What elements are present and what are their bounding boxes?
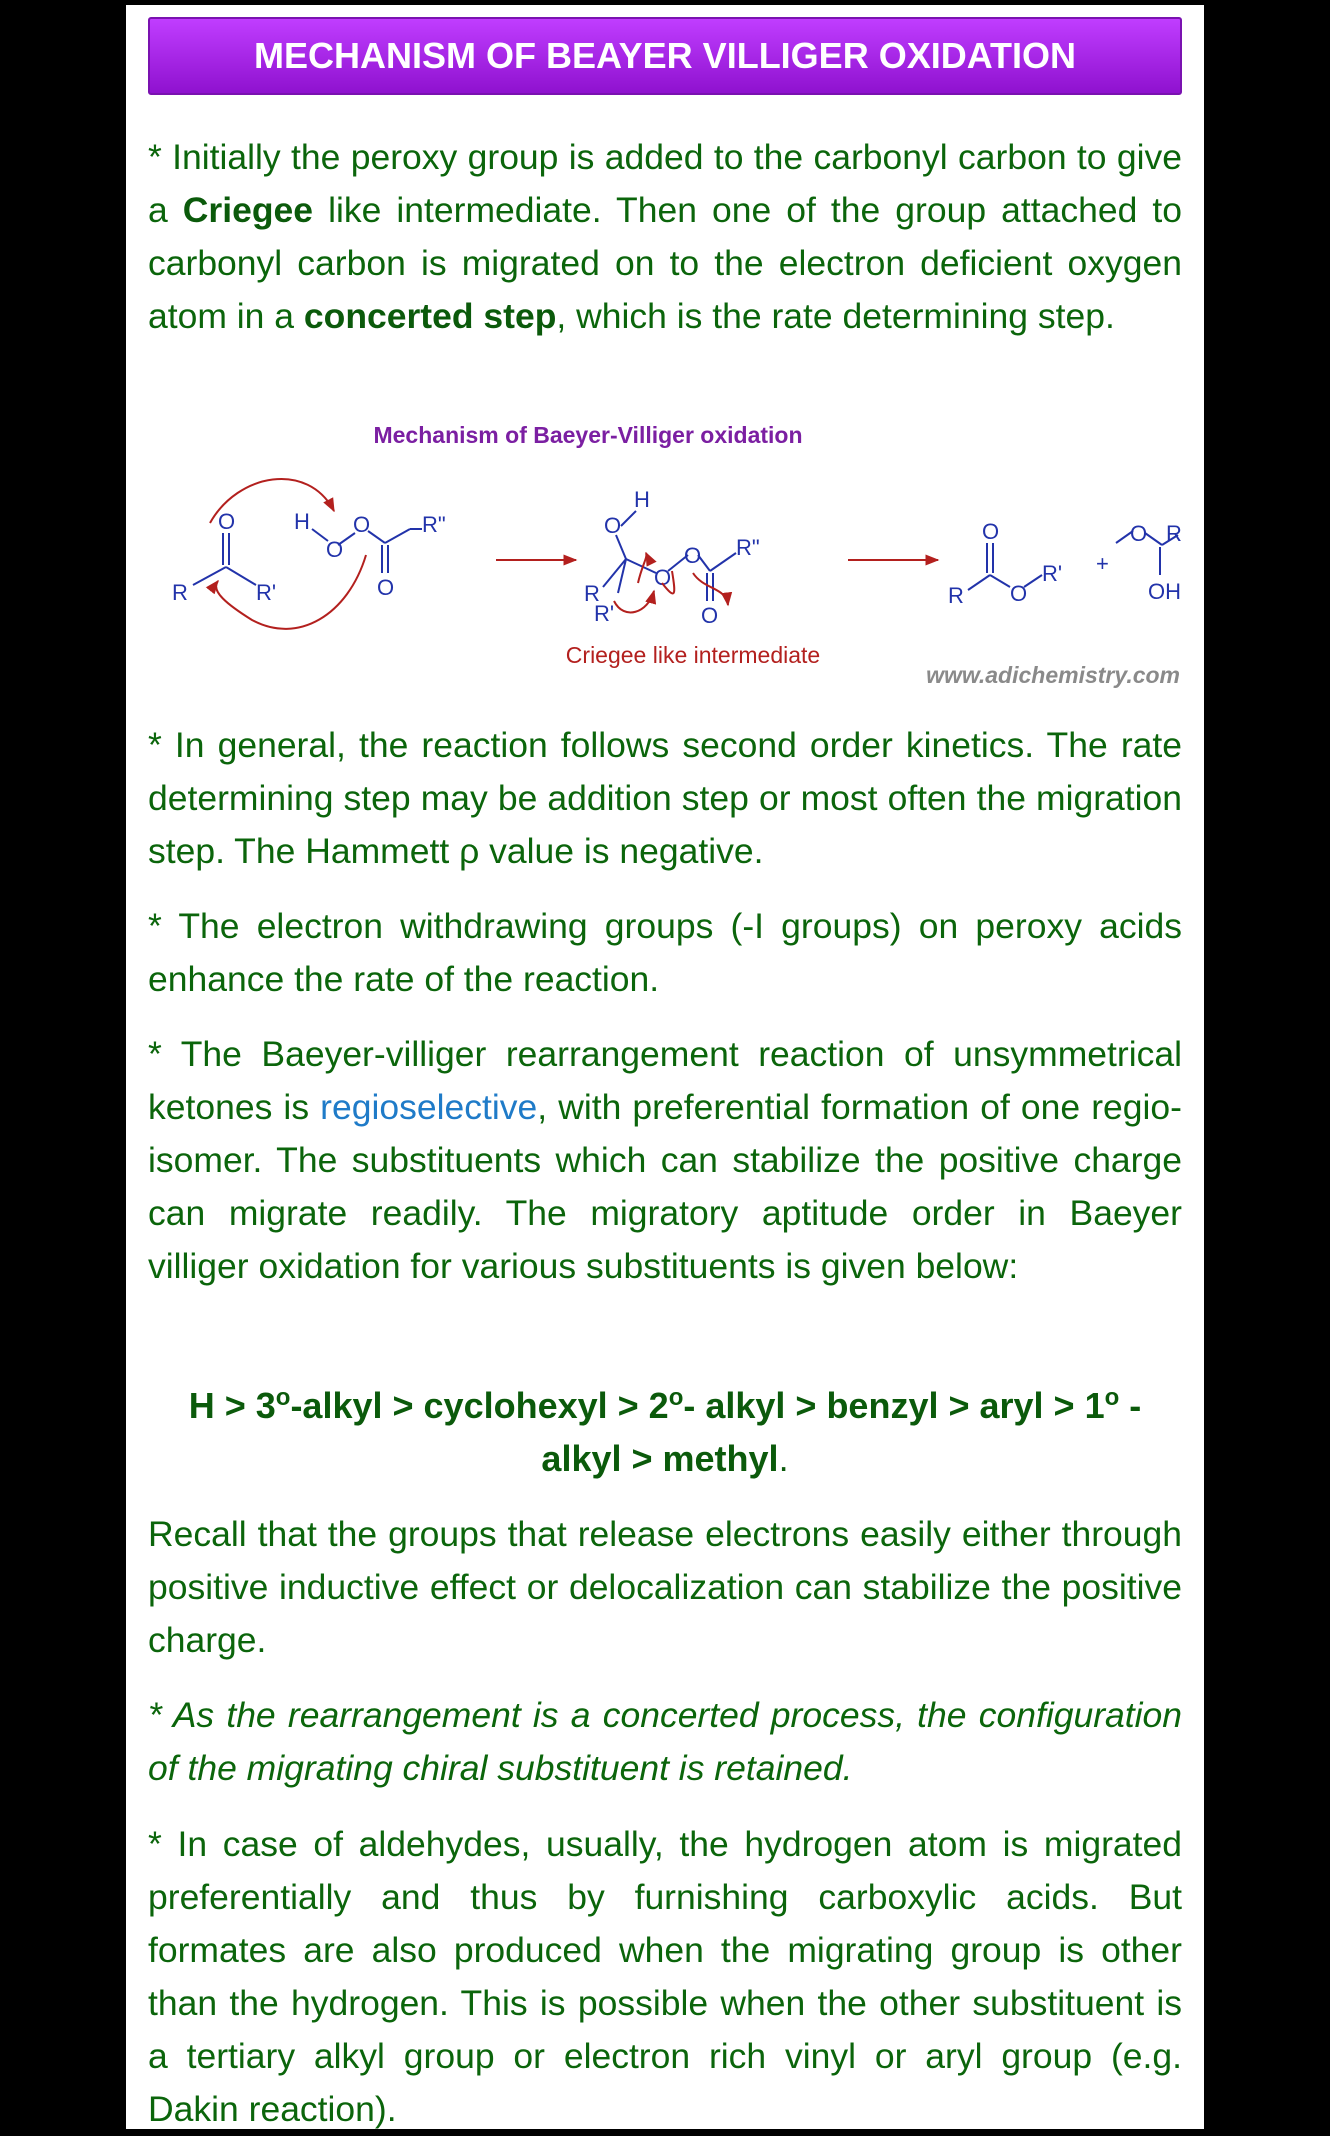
criegee-term: Criegee (182, 190, 314, 230)
ester-structure (968, 543, 1042, 590)
intermediate-r: R (584, 581, 600, 606)
watermark: www.adichemistry.com (926, 662, 1180, 688)
aldehydes-paragraph: * In case of aldehydes, usually, the hydrogen atom is migrated preferentially and thus by furnishing carboxylic acids. But formates are also produced when the migrating group is other than the hydrogen. This is possible when the other substituent is a tertiary alkyl group or electron rich vinyl or aryl group (e.g. Dakin reaction). (148, 1824, 1182, 2129)
intro-text-2: like intermediate. Then one of the group attached to carbonyl carbon is migrated on to the electron deficient oxygen atom in a (148, 190, 1182, 336)
order-part-4: - alkyl > methyl (541, 1385, 1142, 1479)
peracid-o1: O (326, 537, 344, 562)
ketone-r: R (172, 580, 188, 605)
regio-text-2: , with preferential formation of one regio-isomer. The substituents which can stabilize the positive charge can migrate readily. The migratory aptitude order in Baeyer villiger oxidation for various substituents is given below: (148, 1087, 1182, 1286)
intermediate-o3: O (701, 603, 719, 628)
regio-text-1: * The Baeyer-villiger rearrangement reaction of unsymmetrical ketones is (148, 1034, 1182, 1127)
intermediate-caption: Criegee like intermediate (565, 642, 821, 668)
ester-r: R (948, 583, 964, 608)
order-part-3: - alkyl > benzyl > aryl > 1 (683, 1385, 1105, 1426)
intro-paragraph (148, 131, 1182, 343)
ewg-paragraph: * The electron withdrawing groups (-I groups) on peroxy acids enhance the rate of the reaction. (148, 906, 1182, 999)
degree-sup-3: o (1104, 1384, 1120, 1411)
migration-arrow-3 (693, 573, 728, 605)
ketone-r-prime: R' (256, 580, 277, 605)
section-title-banner (148, 17, 1182, 95)
ester-o: O (1010, 581, 1028, 606)
intermediate-oh-o: O (604, 513, 622, 538)
regioselectivity-paragraph (148, 1028, 1182, 1293)
intro-text-1: * Initially the peroxy group is added to the carbonyl carbon to give a (148, 137, 1182, 230)
recall-paragraph: Recall that the groups that release electrons easily either through positive inductive effect or delocalization can stabilize the positive charge. (148, 1514, 1182, 1660)
acid-o1: O (1130, 521, 1148, 546)
ketone-structure (193, 533, 256, 585)
mechanism-figure (148, 405, 1182, 695)
acid-r: R (1166, 521, 1182, 546)
ester-r-prime: R' (1042, 561, 1063, 586)
peracid-r-double-prime: R" (422, 512, 446, 537)
order-part-1: H > 3 (188, 1385, 276, 1426)
article-page (126, 5, 1204, 2129)
peracid-o2: O (353, 512, 371, 537)
intermediate-o1: O (654, 565, 672, 590)
migratory-aptitude-order (148, 1379, 1182, 1485)
order-period: . (778, 1438, 789, 1479)
ester-o-carbonyl: O (982, 519, 1000, 544)
degree-sup-1: o (275, 1384, 291, 1411)
attack-arrow-bottom (216, 555, 366, 629)
intermediate-h: H (634, 487, 650, 512)
intermediate-o2: O (684, 543, 702, 568)
migration-arrow-1 (614, 591, 654, 612)
intro-text-3: , which is the rate determining step. (556, 296, 1115, 336)
concerted-step-term: concerted step (303, 296, 557, 336)
figure-title: Mechanism of Baeyer-Villiger oxidation (373, 422, 803, 448)
order-part-2: -alkyl > cyclohexyl > 2 (290, 1385, 669, 1426)
plus-sign: + (1096, 551, 1109, 576)
peracid-o3: O (377, 575, 395, 600)
regioselective-link[interactable]: regioselective (320, 1087, 538, 1127)
kinetics-paragraph: * In general, the reaction follows second order kinetics. The rate determining step may be addition step or most often the migration step. The Hammett ρ value is negative. (148, 725, 1182, 871)
intermediate-r-double-prime: R" (736, 535, 760, 560)
degree-sup-2: o (668, 1384, 684, 1411)
section-title: MECHANISM OF BEAYER VILLIGER OXIDATION (253, 35, 1077, 76)
acid-oh: OH (1148, 579, 1181, 604)
stereochemistry-paragraph: * As the rearrangement is a concerted process, the configuration of the migrating chiral substituent is retained. (148, 1695, 1182, 1788)
intermediate-r-prime: R' (594, 601, 615, 626)
ketone-o: O (218, 509, 236, 534)
peracid-h: H (294, 509, 310, 534)
